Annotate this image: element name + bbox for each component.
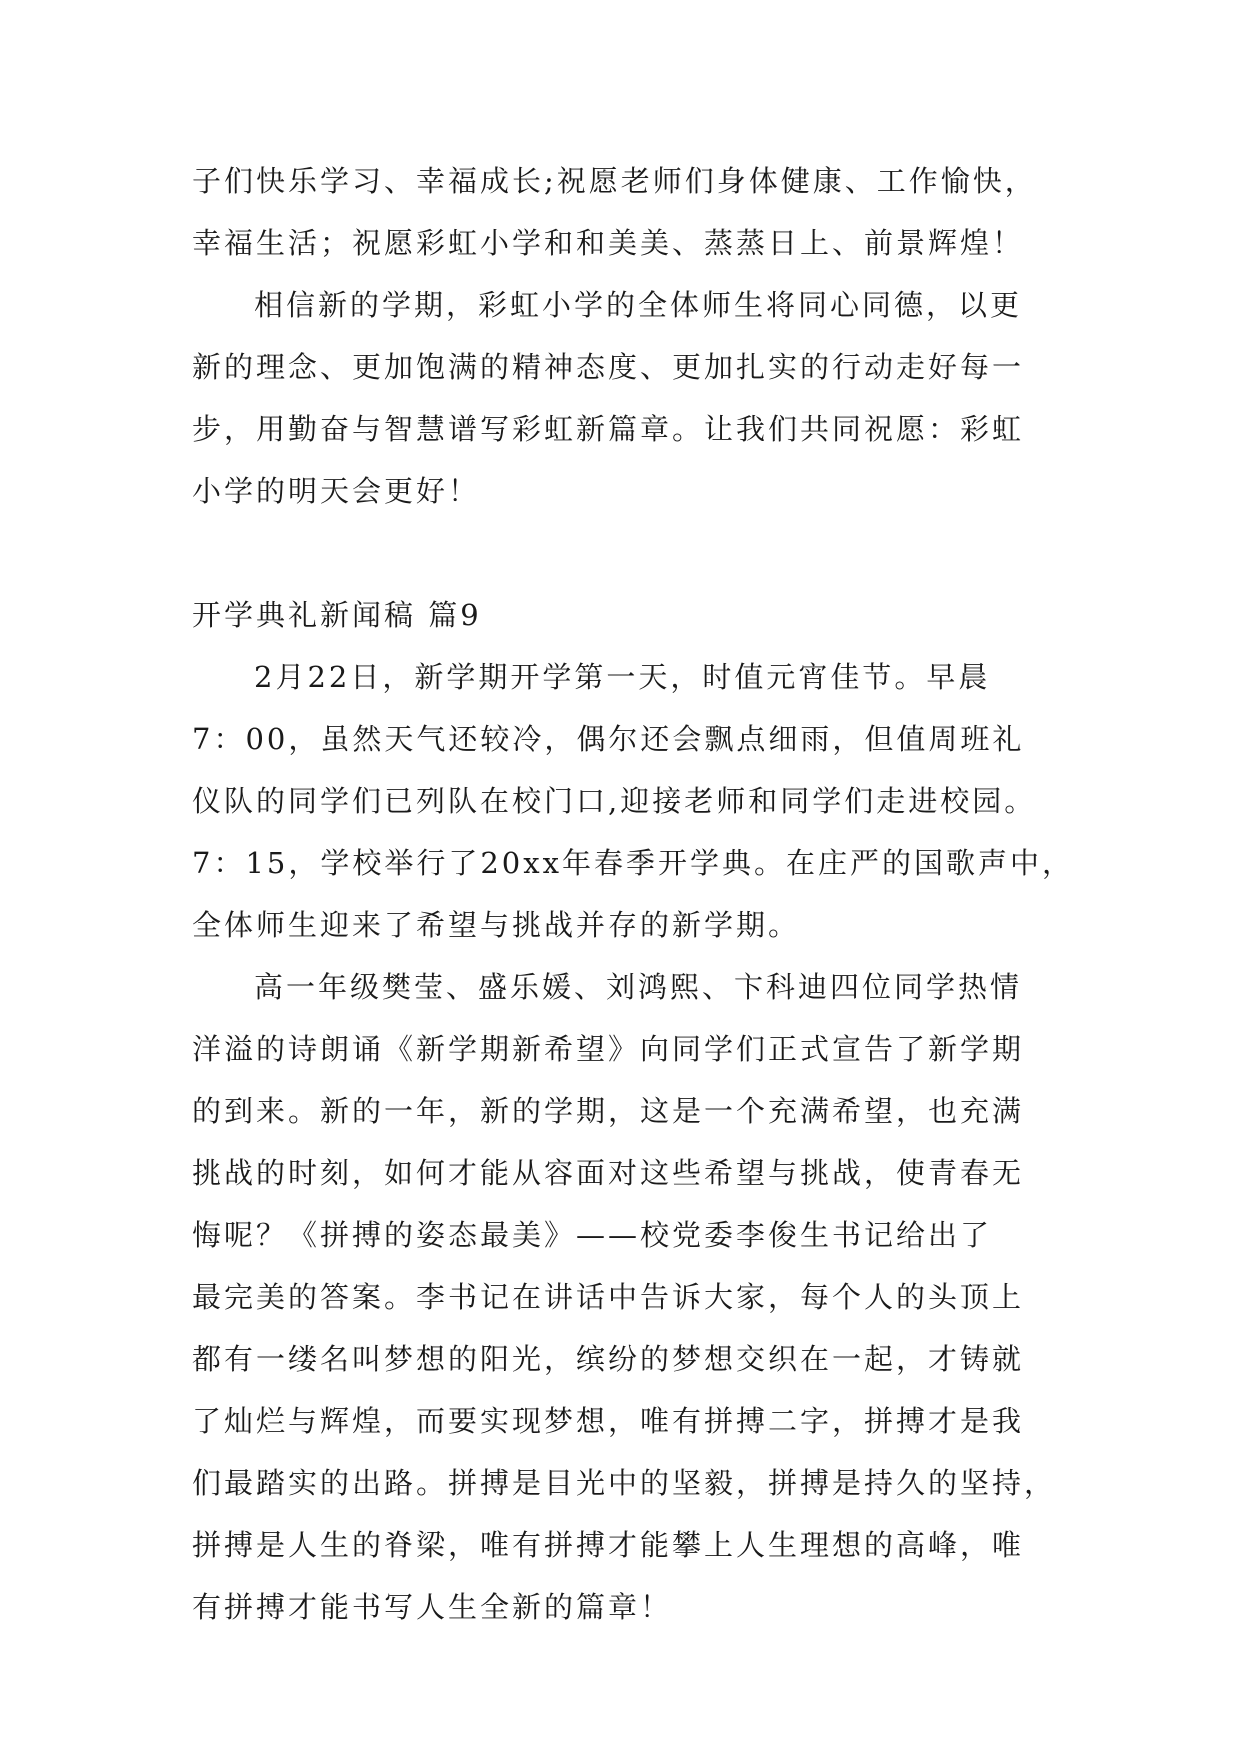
- text-line: 最完美的答案。李书记在讲话中告诉大家，每个人的头顶上: [192, 1280, 1025, 1314]
- text-line: 小学的明天会更好！: [192, 474, 481, 508]
- section-heading: 开学典礼新闻稿 篇9: [192, 598, 482, 632]
- text-line: 新的理念、更加饱满的精神态度、更加扎实的行动走好每一: [192, 350, 1025, 384]
- paragraph-4: [192, 956, 1057, 1638]
- text-line: 都有一缕名叫梦想的阳光，缤纷的梦想交织在一起，才铸就: [192, 1342, 1025, 1376]
- text-line: 步，用勤奋与智慧谱写彩虹新篇章。让我们共同祝愿：彩虹: [192, 412, 1025, 446]
- text-line: 们最踏实的出路。拼搏是目光中的坚毅，拼搏是持久的坚持，: [192, 1466, 1057, 1500]
- text-line: 挑战的时刻，如何才能从容面对这些希望与挑战，使青春无: [192, 1156, 1025, 1190]
- text-line: 悔呢？《拼搏的姿态最美》——校党委李俊生书记给出了: [192, 1218, 993, 1252]
- text-line: 了灿烂与辉煌，而要实现梦想，唯有拼搏二字，拼搏才是我: [192, 1404, 1025, 1438]
- text-line: 子们快乐学习、幸福成长;祝愿老师们身体健康、工作愉快，: [192, 164, 1037, 198]
- text-line: 有拼搏才能书写人生全新的篇章！: [192, 1590, 673, 1624]
- text-line: 拼搏是人生的脊梁，唯有拼搏才能攀上人生理想的高峰，唯: [192, 1528, 1025, 1562]
- text-line: 7：00，虽然天气还较冷，偶尔还会飘点细雨，但值周班礼: [192, 722, 1025, 756]
- text-line: 仪队的同学们已列队在校门口,迎接老师和同学们走进校园。: [192, 784, 1037, 818]
- section-spacer: [192, 522, 1054, 584]
- text-line: 幸福生活；祝愿彩虹小学和和美美、蒸蒸日上、前景辉煌！: [192, 226, 1025, 260]
- text-line: 7：15，学校举行了20xx年春季开学典。在庄严的国歌声中，: [192, 846, 1074, 880]
- paragraph-3: [192, 646, 1074, 956]
- text-line: 2月22日，新学期开学第一天，时值元宵佳节。早晨: [254, 660, 991, 694]
- paragraph-2: [192, 274, 1054, 522]
- text-line: 全体师生迎来了希望与挑战并存的新学期。: [192, 908, 801, 942]
- text-line: 高一年级樊莹、盛乐媛、刘鸿熙、卞科迪四位同学热情: [254, 970, 1023, 1004]
- text-line: 洋溢的诗朗诵《新学期新希望》向同学们正式宣告了新学期: [192, 1032, 1025, 1066]
- text-line: 的到来。新的一年，新的学期，这是一个充满希望，也充满: [192, 1094, 1025, 1128]
- paragraph-1: [192, 150, 1054, 274]
- document-page: [192, 150, 1074, 1638]
- text-line: 相信新的学期，彩虹小学的全体师生将同心同德，以更: [254, 288, 1023, 322]
